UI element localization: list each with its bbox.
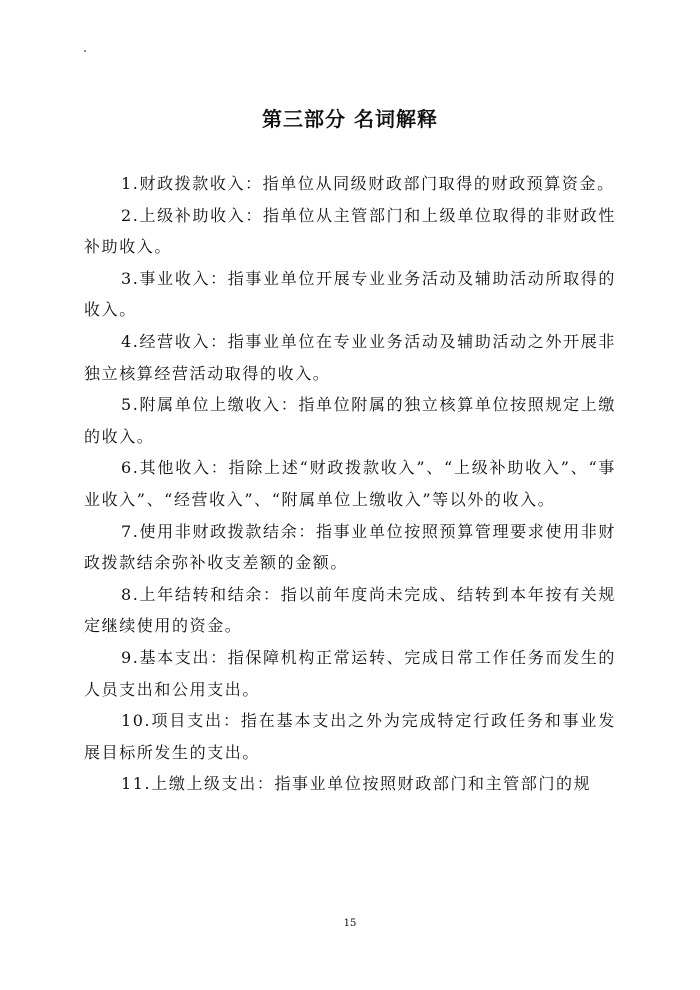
paragraph-5: 5.附属单位上缴收入：指单位附属的独立核算单位按照规定上缴的收入。 [84, 395, 616, 446]
paragraph-6: 6.其他收入：指除上述“财政拨款收入”、“上级补助收入”、“事业收入”、“经营收入”、“附属单位上缴收入”等以外的收入。 [84, 458, 616, 509]
paragraph-7: 7.使用非财政拨款结余：指事业单位按照预算管理要求使用非财政拨款结余弥补收支差额的金额。 [84, 521, 616, 573]
page-title: 第三部分 名词解释 [262, 107, 438, 131]
paragraph-8: 8.上年结转和结余：指以前年度尚未完成、结转到本年按有关规定继续使用的资金。 [84, 584, 616, 636]
paragraph-3: 3.事业收入：指事业单位开展专业业务活动及辅助活动所取得的收入。 [84, 268, 616, 320]
corner-mark [84, 50, 86, 52]
paragraph-10: 10.项目支出：指在基本支出之外为完成特定行政任务和事业发展目标所发生的支出。 [84, 711, 616, 762]
paragraph-1: 1.财政拨款收入：指单位从同级财政部门取得的财政预算资金。 [121, 174, 615, 193]
paragraph-11: 11.上缴上级支出：指事业单位按照财政部门和主管部门的规 [121, 774, 592, 794]
document-body [84, 168, 616, 800]
paragraph-4: 4.经营收入：指事业单位在专业业务活动及辅助活动之外开展非独立核算经营活动取得的收入。 [84, 331, 616, 383]
page-number: 15 [343, 918, 357, 929]
paragraph-2: 2.上级补助收入：指单位从主管部门和上级单位取得的非财政性补助收入。 [84, 205, 616, 257]
paragraph-9: 9.基本支出：指保障机构正常运转、完成日常工作任务而发生的人员支出和公用支出。 [84, 647, 616, 699]
